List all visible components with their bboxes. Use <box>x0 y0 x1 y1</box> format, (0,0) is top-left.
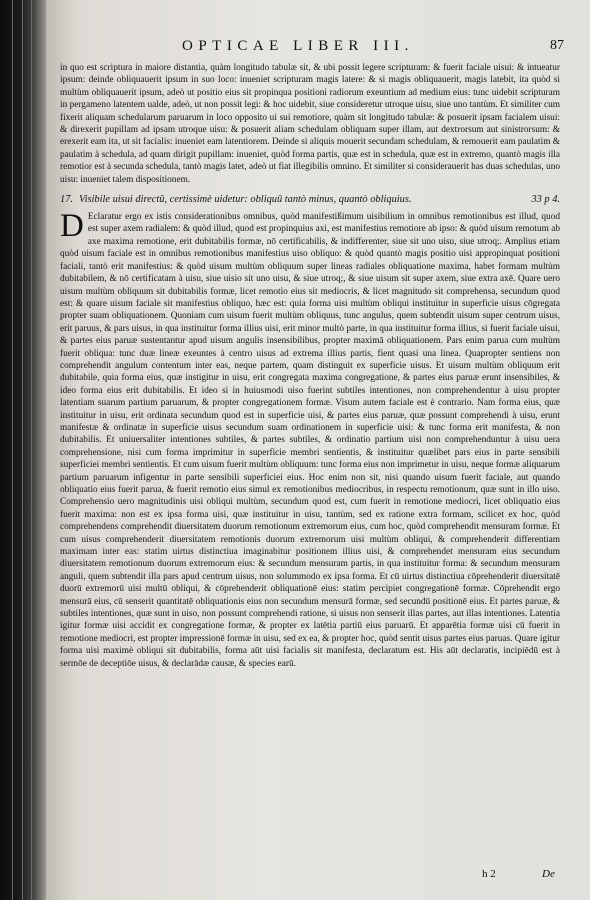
gutter-page-edge <box>31 0 32 900</box>
proposition-heading <box>60 193 560 206</box>
proposition-number: 17. <box>60 194 73 206</box>
intro-paragraph: in quo est scriptura in maiore distantia, quàm longitudo tabulæ sit, & ubi possit legere scripturam: & fuerit faciale uisui: & intueatur ipsum: deinde obliquauerit ipsum in suo loco: inueniet scripturam magis latere: & si magis obliquauerit, magis latebit, ita quòd si multùm obliquauerit ipsum, adeò ut positio eius sit propinqua positioni radiorum exeuntium ad medium eius: tunc uidebit scripturam in pergameno latentem ualde, adeò, ut non possit legi: & hoc uidebit, siue consideretur utroque uisu, siue uno tantùm. Et similiter cum fixerit aliquam schedularum paruarum in loco opposito ui sui remotiore, quàm sit longitudo tabulæ: & posuerit ipsam facialem uisui: & direxerit pupillam ad ipsam utroque uisu: & posuerit aliam schedulam obliquam super illam, aut dextrorsum aut sinistrorsum: & erexerit eam ita, ut sit facialis: inueniet eam latentiorem. Deinde si aliquis mouerit secundam schedulam, & remouerit eam paulatim & paulatim à schedula, ad quam dirigit pupillam: inueniet, quòd forma partis, quæ est in schedula, quæ est in extremo, quantò magis illa remotior est à secunda schedula, tantò magis latet, adeò ut fiat illegibilis omnino. Et similiter si considerauerit has duas schedulas, uno uisu: inueniet talem dispositionem. <box>60 63 560 185</box>
main-paragraph <box>60 208 560 670</box>
page-header <box>46 38 590 60</box>
catchword: De <box>542 868 555 880</box>
gutter-page-edge <box>38 0 39 900</box>
gutter-page-edge <box>22 0 23 900</box>
proposition-reference: 33 p 4. <box>531 194 560 206</box>
page-number: 87 <box>550 38 564 53</box>
drop-cap-initial: D <box>60 208 84 245</box>
gutter-page-edge <box>12 0 13 900</box>
page-footer <box>46 868 590 886</box>
running-title: OPTICAE LIBER III. <box>182 38 414 54</box>
signature-mark: h 2 <box>482 868 496 880</box>
page-body <box>60 62 560 670</box>
proposition-text: Visibile uisui directū, certissimè uidetur: obliquū tantò minus, quantò obliquius. <box>79 194 412 206</box>
book-gutter-shadow <box>0 0 46 900</box>
book-page <box>46 0 590 900</box>
main-paragraph-text: Eclaratur ergo ex istis considerationibus omnibus, quòd manifestißimum uisibilium in omnibus remotionibus est illud, quod est super axem radialem: & quòd illud, quod est propinquius axi, est manifestius remotiore ab ipso: & quòd uisum remotum ab axe maxima remotione, erit dubitabilis formæ, nō certificabilis, & indifferenter, siue sit uno uisu, siue utroq;. Amplius etiam quòd uisum faciale est in omnibus remotionibus manifestius uiso obliquo: & quòd quantò magis positio uisi appropinquat positioni faciali, tantò erit manifestius: & quòd uisum multùm obliquum super lineas radiales obliquatione maxima, habet formam multùm dubitabilem, & nō certificatam à uisu, siue uisio sit uno uisu, & siue utroq;, & siue uisum sit super axem, siue extra axē. Quare uero uisum multùm obliquum sit dubitabilis formæ, licet remotio eius sit mediocris, & licet magnitudo sit comprehensa, secundum quod est: & quare uisum faciale sit manifestius obliquo, hæc est: quia forma uisi multùm obliqui instituitur in superficie uisus cōgregata propter suam obliquationem. Quoniam cum uisum fuerit multùm obliquus, tunc angulus, quem subtendit uisum super centrum uisus, erit paruus, & pars uisus, in qua instituitur forma illius uisi, erit minor multò parte, in qua instituitur forma illius, si fuerit faciale uisui, & partes eius paruæ sustentantur apud uisum angulis insensibilibus, propter maximā obliquationem. Pars enim parua cum multùm fuerit obliqua: tunc duæ lineæ exeuntes à centro uisus ad extrema illius partis, fient quasi una linea. Quapropter sentiens non comprehendit angulum contentum inter eas, neque partem, quam distinguit ex superficie uisus. Et uisum multùm obliquum erit dubitabile, quia forma eius, quæ instigitur in uisu, erit congregata maxima congregatione, & partes eius paruæ erunt insensibiles, & ideo forma eius erit dubitabilis. Et ideo si in huiusmodi uiso fuerint subtiles intentiones, non comprehendentur à uisu propter latentiam suarum partium paruarum, & propter congregationem formæ. Visum autem faciale est è contrario. Nam forma eius, quæ instituitur in uisu, erit ordinata secundum quod est in superficie uisi, & partes eius paruæ, quæ possunt comprehendi à uisu, erunt manifestæ & ordinatæ in superficie uisus secundum suam ordinationem in superficie uisi: & tunc forma erit manifesta, & non dubitabilis. Et uniuersaliter intentiones subtiles, & partes subtiles, & ordinatio partium uisi non comprehenduntur à uisu uera comprehensione, nisi cum forma imprimitur in superficie membri sentientis, & instituitur quælibet pars eius in parte sensibili superficiei membri sentientis. Et cum uisum fuerit multùm obliquum: tunc forma eius non imprimetur in uisu, neque formæ aliquarum partium paruarum infigentur in parte sensibili superficiei eius. Hoc enim non sit, nisi quando uisum fuerit faciale, aut quando obliquatio eius fuerit parua, & fuerit remotio eius simul ex remotionibus mediocribus, in respectu remotionum, quæ sunt in illo uiso. Comprehensio uero magnitudinis uisi obliqui multùm, secundum quod est, cum fuerit in remotione mediocri, licet obliquatio eius fuerit maxima: non est ex ipsa forma uisi, quæ instituitur in uisu, tantùm, sed ex ratione extra formam, scilicet ex hoc, quòd comprehendens comprehendit diuersitatem duorum remotionum extremorum eius, cum hoc, quòd comprehendit mensuram formæ. Et cum uisus comprehenderit diuersitatem remotionis duorum extremorum uisi multùm obliqui, & comprehenderit differentiam maximam inter eas: statim uirtus distinctiua imaginabitur positionem illius uisi, & comprehendet mensuram eius secundum diuersitatem remotionum duorum extremorum eius: & secundum mensuram partis, in qua instituitur forma: & secundum mensuram anguli, quem subtendit illa pars apud centrum uisus, non solummodo ex ipsa forma. Et cū uirtus distinctiua cōprehenderit diuersitatē duorū extremorū uisi multū obliqui, & cōprehenderit obliquationē eius: statim percipiet congregationē formæ. Cōprehendit ergo mensurā eius, cū senserit quantitatē obliquationis eius non secundum mensurā formæ, sed secundū positionē eius. Et partes paruæ, & subtiles intentiones, quæ sunt in uiso, non possunt comprehendi ratione, si uisus non senserit illas partes, aut illas intentiones. Latentia igitur formæ uisi accidit ex congregatione formæ, & propter ex latētia partiū eius paruarū. Et apparētia formæ uisi cū fuerit in remotione mediocri, est propter impressionē formæ in uisu, sed ex ea, & propter hoc, quòd sentit uisus partes eius paruas. Quare igitur forma uisi maximè obliqui sit dubitabilis, forma aūt uisi facialis sit manifesta, declaratum est. His aūt declaratis, incipiēdū est à sermōe de deceptiōe uisus, & declarādæ causæ, & species earū. <box>60 212 560 669</box>
